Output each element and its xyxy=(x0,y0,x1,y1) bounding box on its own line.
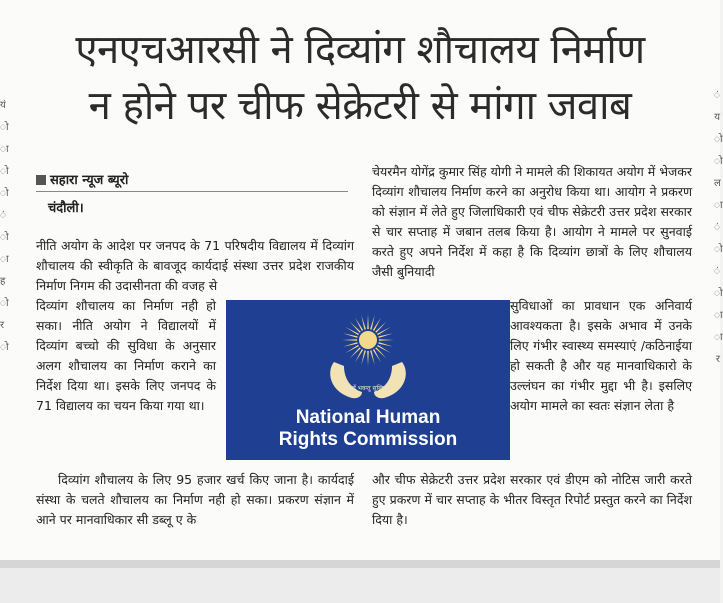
byline xyxy=(36,170,128,188)
page-bottom-strip xyxy=(0,560,720,603)
emblem-ray xyxy=(375,322,386,333)
emblem-ray xyxy=(361,315,366,330)
left-edge-fragment: ो xyxy=(0,232,9,243)
emblem-ray xyxy=(375,347,386,358)
right-column-top xyxy=(372,162,692,282)
left-neighbor-column-fragment xyxy=(0,95,9,359)
right-edge-fragment: ं xyxy=(714,222,720,233)
logo-org-line-1: National Human xyxy=(295,407,441,428)
logo-motto: सर्वे भवन्तु सुखिनः xyxy=(348,385,388,392)
emblem-ray xyxy=(370,350,375,365)
left-column-wrap-text: दिव्यांग शौचालय का निर्माण नही हो सका। नीति अयोग ने विद्यालयों में दिव्यांग बच्चो की सुविधा के अनुसार अलग शौचालय का निर्माण कराने का निर्देश दिया था। इसके लिए जनपद के 71 विद्यालय का चयन किया गया था। xyxy=(36,298,216,413)
byline-square-icon xyxy=(36,175,46,185)
left-edge-fragment: ा xyxy=(0,254,9,265)
left-edge-fragment: ा xyxy=(0,144,9,155)
left-column-bottom-text: दिव्यांग शौचालय के लिए 95 हजार खर्च किए जाना है। कार्यदाई संस्था के चलते शौचालय का निर्माण नही हो सका। प्रकरण संज्ञान में आने पर मानवाधिकार सी डब्लू ए के xyxy=(36,472,354,527)
right-edge-fragment: ं xyxy=(714,90,720,101)
emblem-ray xyxy=(367,351,369,366)
right-column-top-text: चेयरमैन योगेंद्र कुमार सिंह योगी ने मामले की शिकायत अयोग में भेजकर दिव्यांग शौचालय निर्माण करने का अनुरोध किया था। आयोग ने प्रकरण को संज्ञान में लेते हुए जिलाधिकारी एवं चीफ सेक्रेटरी उत्तर प्रदेश सरकार से चार सप्ताह में जबान तलब किया है। आयोग ने मामले पर सुनवाई करते हुए अपने निर्देश में कहा है कि दिव्यांग छात्रों के लिए शौचालय जैसी बुनियादी xyxy=(372,164,692,279)
right-edge-fragment: ा xyxy=(714,332,723,343)
right-edge-fragment: ो xyxy=(714,244,723,255)
emblem-ray xyxy=(370,315,375,330)
right-edge-fragment: ं xyxy=(714,266,720,277)
dateline: चंदौली। xyxy=(48,201,84,216)
headline xyxy=(20,22,700,134)
emblem-ray xyxy=(361,350,366,365)
right-column-wrap-text: सुविधाओं का प्रावधान एक अनिवार्य आवश्यकता है। इसके अभाव में उनके लिए गंभीर स्वास्थ्य समस्याएं /कठिनाईया हो सकती है और यह मानवाधिकारो के उल्लंघन का गंभीर मुद्दा भी है। इसलिए अयोग मामले का स्वतः संज्ञान लेता है xyxy=(510,298,692,413)
left-column-bottom xyxy=(36,470,354,530)
left-edge-fragment: यं xyxy=(0,100,6,111)
left-edge-fragment: ं xyxy=(0,210,6,221)
headline-line-2: न होने पर चीफ सेक्रेटरी से मांगा जवाब xyxy=(88,83,632,129)
right-edge-fragment: ा xyxy=(714,200,723,211)
left-edge-fragment: ो xyxy=(0,342,9,353)
right-column-bottom xyxy=(372,470,692,530)
right-edge-fragment: ल xyxy=(714,178,721,189)
left-edge-fragment: र xyxy=(0,320,5,331)
right-edge-fragment: ा xyxy=(714,310,723,321)
emblem-ray xyxy=(343,333,358,338)
emblem-ray xyxy=(367,314,369,329)
right-edge-fragment: य xyxy=(714,112,720,123)
emblem-ray xyxy=(350,347,361,358)
right-neighbor-column-fragment xyxy=(714,85,723,371)
left-edge-fragment: ो xyxy=(0,166,9,177)
byline-text: सहारा न्यूज ब्यूरो xyxy=(50,173,129,188)
emblem-ray xyxy=(343,342,358,347)
right-edge-fragment: ो xyxy=(714,134,723,145)
right-edge-fragment: ो xyxy=(714,288,723,299)
emblem-ray xyxy=(379,339,394,341)
left-column-wrap xyxy=(36,296,216,416)
right-column-wrap xyxy=(510,296,692,416)
left-edge-fragment: ो xyxy=(0,298,9,309)
right-edge-fragment: ो xyxy=(714,156,723,167)
right-edge-fragment: र xyxy=(715,354,720,365)
left-column-intro-text: नीति अयोग के आदेश पर जनपद के 71 परिषदीय विद्यालय में दिव्यांग शौचालय की स्वीकृति के बावजूद कार्यदाई संस्था उत्तर प्रदेश राजकीय निर्माण निगम की उदासीनता की वजह से xyxy=(36,238,354,293)
left-edge-fragment: ो xyxy=(0,188,9,199)
left-edge-fragment: ो xyxy=(0,122,9,133)
nhrc-logo-image xyxy=(226,300,510,460)
emblem-ray xyxy=(350,322,361,333)
logo-org-line-2: Rights Commission xyxy=(278,429,458,450)
right-column-bottom-text: और चीफ सेक्रेटरी उत्तर प्रदेश सरकार एवं डीएम को नोटिस जारी करते हुए प्रकरण में चार सप्ताह के भीतर विस्तृत रिपोर्ट प्रस्तुत करने का निर्देश दिया है। xyxy=(372,472,692,527)
emblem-ray xyxy=(378,333,393,338)
left-edge-fragment: ह xyxy=(0,276,6,287)
emblem-ray xyxy=(342,339,357,341)
headline-line-1: एनएचआरसी ने दिव्यांग शौचालय निर्माण xyxy=(75,27,645,73)
left-column-intro xyxy=(36,236,354,296)
emblem-ray xyxy=(378,342,393,347)
byline-divider xyxy=(36,191,348,192)
